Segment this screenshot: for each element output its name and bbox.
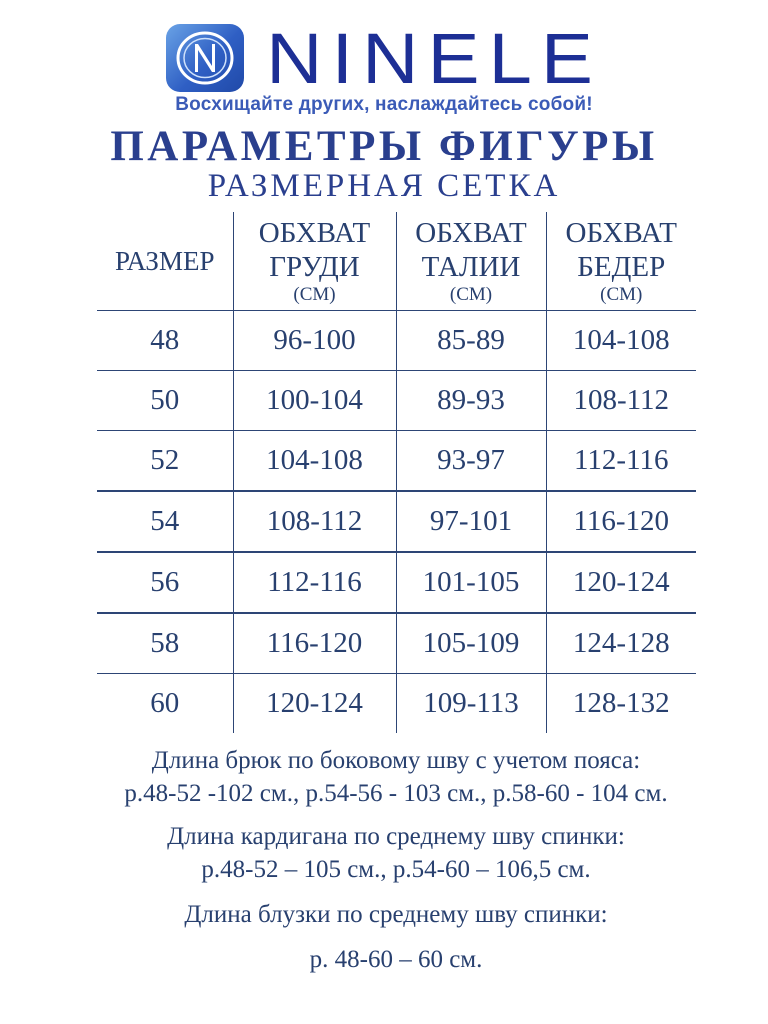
bust-cell: 100-104 xyxy=(233,371,396,431)
header-waist-line2: ТАЛИИ xyxy=(421,251,521,283)
hips-cell: 116-120 xyxy=(546,491,696,552)
brand-name: NINELE xyxy=(266,17,602,99)
table-row xyxy=(97,674,696,734)
bust-cell: 96-100 xyxy=(233,311,396,371)
hips-cell: 108-112 xyxy=(546,371,696,431)
bust-cell: 120-124 xyxy=(233,674,396,734)
header-waist-unit: (СМ) xyxy=(449,284,493,305)
size-cell: 56 xyxy=(97,552,233,613)
table-row xyxy=(97,311,696,371)
bust-cell: 108-112 xyxy=(233,491,396,552)
waist-cell: 105-109 xyxy=(396,613,546,674)
header-size-label: РАЗМЕР xyxy=(115,245,215,276)
header-bust-line2: ГРУДИ xyxy=(269,251,360,283)
header-hips-line2: БЕДЕР xyxy=(577,251,666,283)
ninele-n-logo-icon xyxy=(166,24,244,92)
hips-cell: 120-124 xyxy=(546,552,696,613)
hips-cell: 124-128 xyxy=(546,613,696,674)
table-row xyxy=(97,491,696,552)
header-bust xyxy=(233,212,396,311)
header-bust-unit: (СМ) xyxy=(293,284,336,305)
blouse-length-values: р. 48-60 – 60 см. xyxy=(309,946,483,973)
table-row xyxy=(97,371,696,431)
header-hips xyxy=(546,212,696,311)
bust-cell: 112-116 xyxy=(233,552,396,613)
bust-cell: 116-120 xyxy=(233,613,396,674)
bust-cell: 104-108 xyxy=(233,431,396,492)
hips-cell: 128-132 xyxy=(546,674,696,734)
waist-cell: 85-89 xyxy=(396,311,546,371)
header-waist-line1: ОБХВАТ xyxy=(415,217,527,249)
measurement-notes xyxy=(0,744,768,976)
size-chart-table xyxy=(97,212,696,733)
table-row xyxy=(97,613,696,674)
hips-cell: 112-116 xyxy=(546,431,696,492)
page-subtitle: РАЗМЕРНАЯ СЕТКА xyxy=(207,168,561,204)
blouse-length-title: Длина блузки по среднему шву спинки: xyxy=(184,901,608,928)
size-cell: 60 xyxy=(97,674,233,734)
trousers-length-title: Длина брюк по боковому шву с учетом пояса: xyxy=(151,747,641,774)
brand-header xyxy=(0,18,768,98)
cardigan-length-values: р.48-52 – 105 см., р.54-60 – 106,5 см. xyxy=(201,856,591,883)
trousers-length-values: р.48-52 -102 см., р.54-56 - 103 см., р.58-60 - 104 см. xyxy=(124,780,668,807)
header-bust-line1: ОБХВАТ xyxy=(258,217,371,249)
size-cell: 54 xyxy=(97,491,233,552)
table-header-row xyxy=(97,212,696,311)
waist-cell: 101-105 xyxy=(396,552,546,613)
header-waist xyxy=(396,212,546,311)
brand-slogan: Восхищайте других, наслаждайтесь собой! xyxy=(175,94,593,115)
table-row xyxy=(97,552,696,613)
waist-cell: 97-101 xyxy=(396,491,546,552)
page-title: ПАРАМЕТРЫ ФИГУРЫ xyxy=(110,123,658,170)
cardigan-length-title: Длина кардигана по среднему шву спинки: xyxy=(167,823,625,850)
size-cell: 50 xyxy=(97,371,233,431)
header-size xyxy=(97,212,233,311)
header-hips-line1: ОБХВАТ xyxy=(565,217,677,249)
waist-cell: 89-93 xyxy=(396,371,546,431)
waist-cell: 93-97 xyxy=(396,431,546,492)
size-cell: 48 xyxy=(97,311,233,371)
waist-cell: 109-113 xyxy=(396,674,546,734)
size-cell: 52 xyxy=(97,431,233,492)
table-row xyxy=(97,431,696,492)
header-hips-unit: (СМ) xyxy=(600,284,643,305)
size-cell: 58 xyxy=(97,613,233,674)
hips-cell: 104-108 xyxy=(546,311,696,371)
